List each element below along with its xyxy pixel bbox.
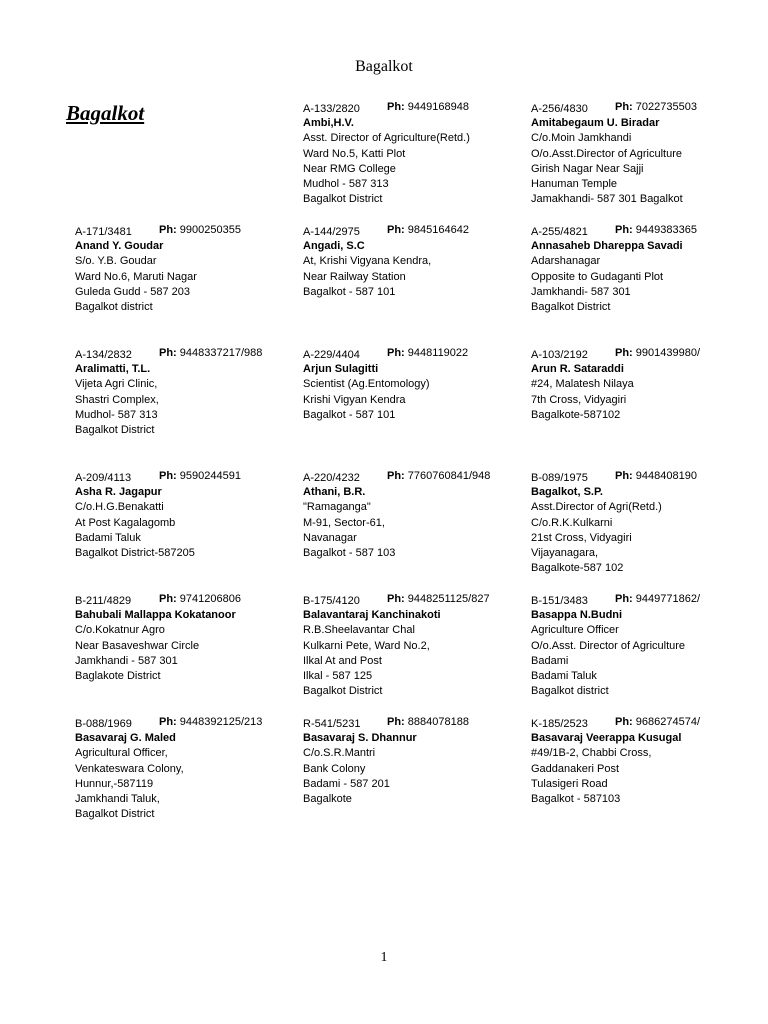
directory-entry <box>531 346 753 423</box>
entry-header <box>75 469 297 485</box>
address-line: Agriculture Officer <box>531 624 619 637</box>
membership-code: B-151/3483 <box>531 595 588 607</box>
membership-code: A-229/4404 <box>303 349 360 361</box>
phone-label: Ph: <box>387 716 405 728</box>
address-line: Badami Taluk <box>531 670 597 683</box>
directory-entry <box>75 715 297 823</box>
address-line: Opposite to Gudaganti Plot <box>531 270 664 283</box>
address-line: S/o. Y.B. Goudar <box>75 255 157 268</box>
phone-number: 9449168948 <box>407 101 469 113</box>
address-line: Vijayanagara, <box>531 547 599 560</box>
directory-entry <box>75 469 297 561</box>
membership-code: A-220/4232 <box>303 472 360 484</box>
phone-number: 9448408190 <box>635 470 697 482</box>
phone-number: 9448392125/213 <box>179 716 263 728</box>
address-line: Bagalkot District <box>75 808 155 821</box>
address-line: Bagalkot district <box>531 685 609 698</box>
entry-header <box>75 592 297 608</box>
address-line: Bagalkot - 587 101 <box>303 285 396 298</box>
phone <box>159 592 241 607</box>
member-name: Basappa N.Budni <box>531 609 623 621</box>
member-name: Athani, B.R. <box>303 486 366 498</box>
address-line: Kulkarni Pete, Ward No.2, <box>303 639 430 652</box>
address-line: Shastri Complex, <box>75 393 159 406</box>
address-line: Ilkal At and Post <box>303 654 382 667</box>
page-number: 1 <box>380 950 388 965</box>
entry-header <box>303 715 525 731</box>
address-line: Bagalkote-587102 <box>531 408 621 421</box>
member-name: Arun R. Sataraddi <box>531 363 624 375</box>
address-line: Bagalkot District-587205 <box>75 547 195 560</box>
membership-code: A-103/2192 <box>531 349 588 361</box>
address-line: R.B.Sheelavantar Chal <box>303 624 415 637</box>
entry-header <box>531 592 753 608</box>
phone-label: Ph: <box>387 347 405 359</box>
member-name: Asha R. Jagapur <box>75 486 162 498</box>
member-name: Annasaheb Dhareppa Savadi <box>531 240 683 252</box>
phone <box>615 223 697 238</box>
address-line: Near Railway Station <box>303 270 406 283</box>
phone-label: Ph: <box>159 347 177 359</box>
address-line: Mudhol- 587 313 <box>75 408 158 421</box>
membership-code: R-541/5231 <box>303 718 361 730</box>
member-name: Basavaraj S. Dhannur <box>303 732 417 744</box>
entry-header <box>303 346 525 362</box>
phone-label: Ph: <box>387 224 405 236</box>
directory-entry <box>531 592 753 700</box>
address-line: Ilkal - 587 125 <box>303 670 373 683</box>
entry-header <box>531 469 753 485</box>
address-line: Bagalkote <box>303 793 352 806</box>
phone <box>615 715 700 730</box>
address-line: Scientist (Ag.Entomology) <box>303 378 430 391</box>
member-name: Amitabegaum U. Biradar <box>531 117 660 129</box>
phone-number: 9845164642 <box>407 224 469 236</box>
directory-entry <box>531 100 753 208</box>
directory-entry <box>303 469 525 561</box>
phone-number: 7760760841/948 <box>407 470 491 482</box>
phone-label: Ph: <box>615 470 633 482</box>
directory-entry <box>303 346 525 423</box>
address-line: Jamkhandi - 587 301 <box>75 654 178 667</box>
address-line: C/o.H.G.Benakatti <box>75 501 164 514</box>
entry-header <box>531 346 753 362</box>
address-line: C/o.S.R.Mantri <box>303 747 376 760</box>
phone-number: 9686274574/ <box>635 716 701 728</box>
address-line: Agricultural Officer, <box>75 747 168 760</box>
membership-code: B-175/4120 <box>303 595 360 607</box>
entry-header <box>303 223 525 239</box>
phone-number: 8884078188 <box>407 716 469 728</box>
phone-label: Ph: <box>159 470 177 482</box>
directory-entry <box>303 223 525 300</box>
address-line: #24, Malatesh Nilaya <box>531 378 634 391</box>
phone <box>615 469 697 484</box>
address-line: C/o.R.K.Kulkarni <box>531 516 613 529</box>
membership-code: A-256/4830 <box>531 103 588 115</box>
directory-entry <box>303 100 525 208</box>
membership-code: B-211/4829 <box>75 595 132 607</box>
address-line: Adarshanagar <box>531 255 601 268</box>
membership-code: K-185/2523 <box>531 718 588 730</box>
phone-number: 9448119022 <box>407 347 469 359</box>
member-name: Angadi, S.C <box>303 240 365 252</box>
address-line: Guleda Gudd - 587 203 <box>75 285 190 298</box>
entry-header <box>75 346 297 362</box>
phone-number: 7022735503 <box>635 101 697 113</box>
address-line: C/o.Kokatnur Agro <box>75 624 165 637</box>
member-name: Bagalkot, S.P. <box>531 486 603 498</box>
entry-header <box>531 223 753 239</box>
address-line: Bagalkot - 587 101 <box>303 408 396 421</box>
address-line: Jamkhandi- 587 301 <box>531 285 631 298</box>
phone-number: 9901439980/ <box>635 347 701 359</box>
phone-number: 9741206806 <box>179 593 241 605</box>
member-name: Basavaraj G. Maled <box>75 732 176 744</box>
phone <box>159 715 262 730</box>
membership-code: A-144/2975 <box>303 226 360 238</box>
phone <box>387 100 469 115</box>
phone <box>159 346 262 361</box>
address-line: Bagalkot District <box>75 424 155 437</box>
address-line: #49/1B-2, Chabbi Cross, <box>531 747 652 760</box>
member-name: Balavantaraj Kanchinakoti <box>303 609 441 621</box>
phone <box>159 223 241 238</box>
address-line: Asst.Director of Agri(Retd.) <box>531 501 662 514</box>
directory-entry <box>75 223 297 315</box>
membership-code: A-134/2832 <box>75 349 132 361</box>
address-line: Hanuman Temple <box>531 178 618 191</box>
address-line: Ward No.5, Katti Plot <box>303 147 406 160</box>
address-line: Bagalkot District <box>303 685 383 698</box>
phone <box>615 592 700 607</box>
address-line: Bagalkot District <box>303 193 383 206</box>
address-line: Badami <box>531 654 569 667</box>
directory-entry <box>303 592 525 700</box>
phone-label: Ph: <box>387 470 405 482</box>
membership-code: B-089/1975 <box>531 472 588 484</box>
member-name: Ambi,H.V. <box>303 117 354 129</box>
section-heading: Bagalkot <box>66 101 145 125</box>
address-line: "Ramaganga" <box>303 501 371 514</box>
membership-code: A-171/3481 <box>75 226 132 238</box>
phone-label: Ph: <box>159 224 177 236</box>
address-line: Baglakote District <box>75 670 161 683</box>
phone-number: 9590244591 <box>179 470 241 482</box>
phone-label: Ph: <box>387 593 405 605</box>
phone-label: Ph: <box>159 716 177 728</box>
address-line: Bagalkot - 587 103 <box>303 547 396 560</box>
phone <box>387 223 469 238</box>
phone <box>387 715 469 730</box>
phone-number: 9448251125/827 <box>407 593 490 605</box>
phone-label: Ph: <box>387 101 405 113</box>
phone-label: Ph: <box>615 593 633 605</box>
phone-number: 9449771862/ <box>635 593 701 605</box>
address-line: Bagalkot - 587103 <box>531 793 621 806</box>
address-line: Vijeta Agri Clinic, <box>75 378 158 391</box>
membership-code: A-209/4113 <box>75 472 132 484</box>
directory-entry <box>531 469 753 577</box>
address-line: O/o.Asst.Director of Agriculture <box>531 147 682 160</box>
address-line: Asst. Director of Agriculture(Retd.) <box>303 132 470 145</box>
address-line: Badami - 587 201 <box>303 777 390 790</box>
phone <box>615 100 697 115</box>
address-line: 21st Cross, Vidyagiri <box>531 531 632 544</box>
phone-number: 9448337217/988 <box>179 347 263 359</box>
address-line: Krishi Vigyan Kendra <box>303 393 406 406</box>
address-line: Ward No.6, Maruti Nagar <box>75 270 197 283</box>
address-line: Bagalkot district <box>75 301 153 314</box>
phone-label: Ph: <box>159 593 177 605</box>
address-line: Jamakhandi- 587 301 Bagalkot <box>531 193 683 206</box>
member-name: Basavaraj Veerappa Kusugal <box>531 732 682 744</box>
address-line: Near Basaveshwar Circle <box>75 639 200 652</box>
entry-header <box>531 100 753 116</box>
address-line: Tulasigeri Road <box>531 777 608 790</box>
member-name: Arjun Sulagitti <box>303 363 379 375</box>
directory-entry <box>531 223 753 315</box>
address-line: M-91, Sector-61, <box>303 516 385 529</box>
entry-header <box>531 715 753 731</box>
phone <box>387 592 490 607</box>
address-line: Hunnur,-587119 <box>75 777 154 790</box>
address-line: Girish Nagar Near Sajji <box>531 162 644 175</box>
entry-header <box>303 592 525 608</box>
directory-entry <box>75 346 297 438</box>
address-line: Jamkhandi Taluk, <box>75 793 160 806</box>
address-line: C/o.Moin Jamkhandi <box>531 132 632 145</box>
phone <box>387 346 468 361</box>
phone-number: 9900250355 <box>179 224 241 236</box>
phone-label: Ph: <box>615 347 633 359</box>
address-line: 7th Cross, Vidyagiri <box>531 393 627 406</box>
membership-code: B-088/1969 <box>75 718 132 730</box>
address-line: Bagalkote-587 102 <box>531 562 624 575</box>
address-line: Navanagar <box>303 531 357 544</box>
address-line: Badami Taluk <box>75 531 141 544</box>
address-line: Venkateswara Colony, <box>75 762 184 775</box>
address-line: At Post Kagalagomb <box>75 516 176 529</box>
phone-label: Ph: <box>615 101 633 113</box>
phone <box>159 469 241 484</box>
phone-label: Ph: <box>615 716 633 728</box>
phone <box>615 346 700 361</box>
directory-entry <box>75 592 297 684</box>
phone-number: 9449383365 <box>635 224 697 236</box>
address-line: Mudhol - 587 313 <box>303 178 389 191</box>
address-line: At, Krishi Vigyana Kendra, <box>303 255 432 268</box>
entry-header <box>303 469 525 485</box>
address-line: Bagalkot District <box>531 301 611 314</box>
member-name: Aralimatti, T.L. <box>75 363 151 375</box>
membership-code: A-133/2820 <box>303 103 360 115</box>
entry-header <box>75 223 297 239</box>
address-line: Bank Colony <box>303 762 366 775</box>
address-line: Gaddanakeri Post <box>531 762 620 775</box>
directory-entry <box>531 715 753 807</box>
address-line: Near RMG College <box>303 162 396 175</box>
page-header: Bagalkot <box>355 58 413 75</box>
membership-code: A-255/4821 <box>531 226 588 238</box>
phone <box>387 469 490 484</box>
address-line: O/o.Asst. Director of Agriculture <box>531 639 686 652</box>
entry-header <box>303 100 525 116</box>
entry-header <box>75 715 297 731</box>
member-name: Anand Y. Goudar <box>75 240 164 252</box>
directory-entry <box>303 715 525 807</box>
phone-label: Ph: <box>615 224 633 236</box>
member-name: Bahubali Mallappa Kokatanoor <box>75 609 236 621</box>
